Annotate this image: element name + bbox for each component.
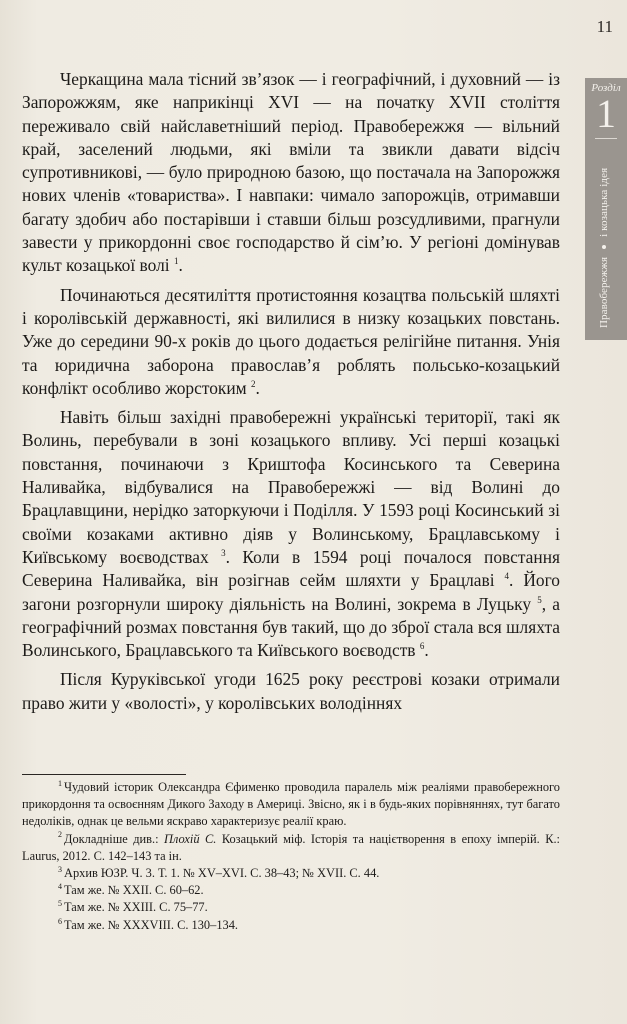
paragraph-text: . Коли в 1594 році почалося повстання Северина Наливайка, він розігнав сейм шляхти у Брацлаві bbox=[22, 546, 560, 591]
footnote-text: Там же. № XXXVIII. С. 130–134. bbox=[64, 917, 239, 932]
footnote-5 bbox=[22, 899, 560, 916]
footnote-text: Там же. № XXII. С. 60–62. bbox=[64, 883, 204, 898]
footnotes bbox=[22, 779, 560, 934]
paragraph-text: Черкащина мала тісний зв’язок — і географічний, і духовний — із Запорожжям, яке наприкінці XVI — на початку XVII століття переживало свій найславетніший період. Правобережжя — вільний край, заселений людьми, які вміли та звикли давати відсіч супротивникові, — було природною базою, що постачала на Запорожжя нових членів «товариства». І навпаки: чимало запорожців, отримавши багату здобич або постарівши і ставши більш розсудливими, прагнули завести у прикордонні своє господарство й сім’ю. У регіоні домінував культ козацької волі bbox=[22, 69, 560, 276]
footnote-ref-6[interactable]: 6 bbox=[419, 641, 425, 652]
section-tab-title bbox=[598, 168, 610, 328]
footnote-text: Архив ЮЗР. Ч. 3. Т. 1. № XV–XVI. С. 38–43; № XVII. С. 44. bbox=[64, 866, 380, 881]
section-tab-divider bbox=[595, 138, 617, 139]
footnote-mark: 6 bbox=[58, 916, 62, 926]
footnote-text: Там же. № XXIII. С. 75–77. bbox=[64, 900, 208, 915]
section-tab bbox=[585, 78, 627, 340]
footnote-prefix: Докладніше див.: bbox=[64, 831, 164, 846]
paragraph-text: Починаються десятиліття протистояння козацтва польській шляхті і королівській державності, які вилилися в низку козацьких повстань. Уже до середини 90-х років до цього додається релігійне питання. Унія та юридична заборона православ’я роблять польсько-козацький конфлікт особливо жорстоким bbox=[22, 284, 560, 398]
footnote-1 bbox=[22, 779, 560, 831]
footnote-6 bbox=[22, 917, 560, 934]
footnote-3 bbox=[22, 865, 560, 882]
section-tab-title-part2: і козацька ідея bbox=[598, 167, 610, 237]
footnote-ref-4[interactable]: 4 bbox=[504, 571, 510, 582]
footnote-4 bbox=[22, 882, 560, 899]
footnote-mark: 4 bbox=[58, 882, 62, 892]
footnote-text: Чудовий історик Олександра Єфименко проводила паралель між реаліями правобережного прикордоння та освоєнням Дикого Заходу в Америці. Звісно, як і в будь-яких порівняннях, тут багато недоліків, однак це вельми яскраво характеризує реалії краю. bbox=[22, 780, 560, 829]
footnote-ref-3[interactable]: 3 bbox=[221, 548, 226, 559]
footnote-separator bbox=[22, 774, 186, 775]
footnote-ref-2[interactable]: 2 bbox=[251, 379, 256, 390]
paragraph-text: , а географічний розмах повстання був такий, що до зброї стала вся шляхта Волинського, Брацлавського та Київського воєводств bbox=[22, 593, 560, 661]
paragraph-3 bbox=[22, 406, 560, 662]
bullet-dot-icon bbox=[602, 245, 606, 249]
footnote-mark: 2 bbox=[58, 830, 62, 840]
main-text bbox=[22, 68, 560, 715]
footnote-mark: 3 bbox=[58, 864, 62, 874]
section-tab-number: 1 bbox=[596, 91, 616, 136]
footnote-text: Козацький міф. Історія та націєтворення в епоху імперій. К.: Laurus, 2012. С. 142–143 та ін. bbox=[22, 831, 560, 863]
section-tab-title-part1: Правобережжя bbox=[598, 256, 610, 328]
footnote-ref-1[interactable]: 1 bbox=[173, 256, 179, 267]
paragraph-4 bbox=[22, 668, 560, 715]
paragraph-1: Черкащина мала тісний зв’язок — і географічний, і духовний — із Запорожжям, яке наприкінці XVI — на початку XVII століття переживало свій найславетніший період. Правобережжя — вільний край, заселений людьми, які вміли та звикли давати відсіч супротивникові, — було природною базою, що постачала на Запорожжя нових членів «товариства». І навпаки: чимало запорожців, отримавши багату здобич або постарівши і ставши більш розсудливими, прагнули завести у прикордонні своє господарство й сім’ю. У регіоні домінував культ козацької волі $^1$. bbox=[22, 69, 560, 276]
footnote-2 bbox=[22, 831, 560, 865]
footnote-mark: 1 bbox=[58, 778, 62, 788]
page-number: 11 bbox=[596, 17, 613, 36]
footnote-author: Плохій С. bbox=[163, 831, 217, 846]
paragraph-text: . Його загони розгорнули широку діяльність на Волині, зокрема в Луцьку bbox=[22, 570, 560, 614]
section-tab-label: Розділ bbox=[591, 82, 621, 94]
footnote-mark: 5 bbox=[58, 899, 62, 909]
paragraph-2: Починаються десятиліття протистояння козацтва польській шляхті і королівській державності, які вилилися в низку козацьких повстань. Уже до середини 90-х років до цього додається релігійне питання. Унія та юридична заборона православ’я роблять польсько-козацький конфлікт особливо жорстоким $^2$. bbox=[22, 284, 560, 398]
footnote-ref-5[interactable]: 5 bbox=[537, 594, 542, 605]
paragraph-text: Після Куруківської угоди 1625 року реєстрові козаки отримали право жити у «волості», у королівських володіннях bbox=[22, 669, 560, 713]
paragraph-text: . bbox=[424, 640, 429, 661]
paragraph-text: Навіть більш західні правобережні українські території, такі як Волинь, перебували в зоні козацького впливу. Усі перші козацькі повстання, починаючи з Криштофа Косинського та Северина Наливайка, відбувалися на Правобережжі — від Волині до Брацлавщини, нерідко заторкуючи і Поділля. У 1593 році Косинський зі своїми козаками активно діяв у Волинському, Брацлавському і Київському воєводствах bbox=[22, 407, 560, 567]
